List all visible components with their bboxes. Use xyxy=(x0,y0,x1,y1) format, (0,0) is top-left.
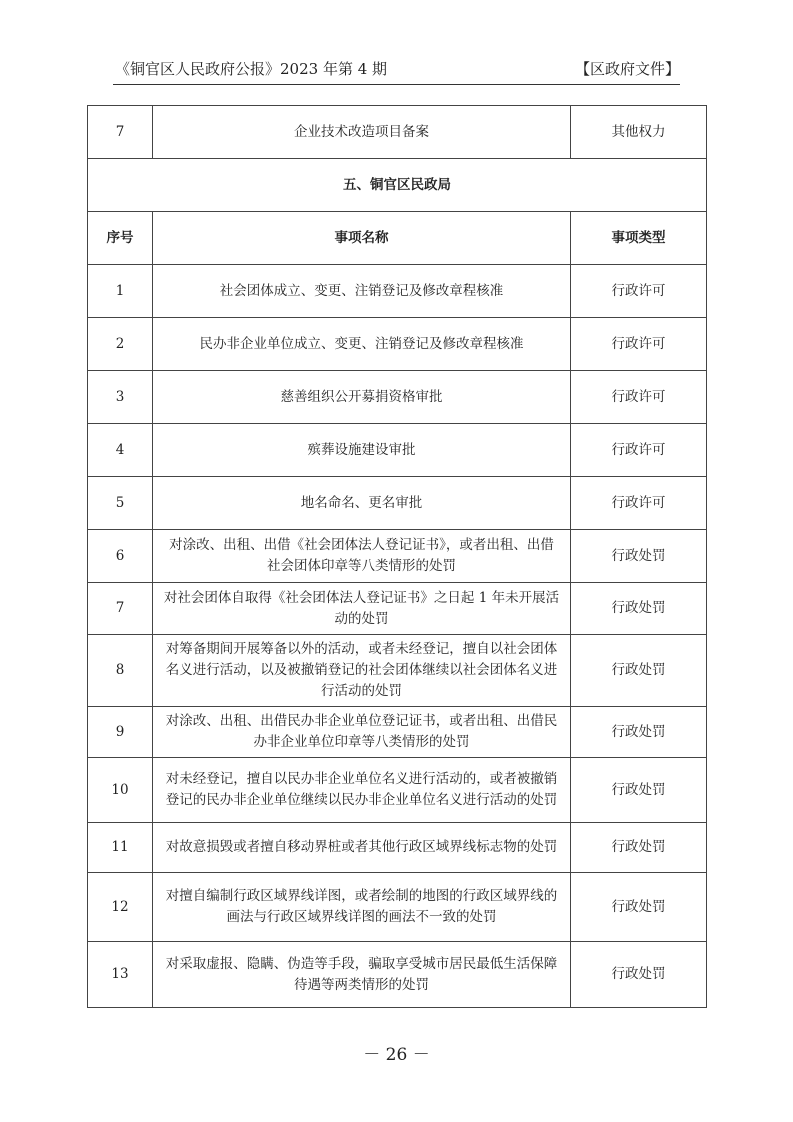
table-row xyxy=(88,823,707,873)
cell-no: 10 xyxy=(88,758,153,823)
section-row xyxy=(88,159,707,212)
table-row xyxy=(88,106,707,159)
cell-type: 行政处罚 xyxy=(571,758,707,823)
cell-no: 9 xyxy=(88,707,153,758)
header-section: 【区政府文件】 xyxy=(574,60,680,78)
cell-no: 13 xyxy=(88,942,153,1008)
cell-name: 对涂改、出租、出借《社会团体法人登记证书》，或者出租、出借社会团体印章等八类情形的处罚 xyxy=(153,530,571,583)
page-number: － 26 － xyxy=(363,1045,430,1065)
col-header-type: 事项类型 xyxy=(571,212,707,265)
cell-no: 1 xyxy=(88,265,153,318)
cell-name: 对未经登记，擅自以民办非企业单位名义进行活动的，或者被撤销登记的民办非企业单位继续以民办非企业单位名义进行活动的处罚 xyxy=(153,758,571,823)
header-rule xyxy=(113,84,680,85)
cell-type: 行政处罚 xyxy=(571,873,707,942)
table-row xyxy=(88,583,707,635)
cell-no: 11 xyxy=(88,823,153,873)
cell-no: 5 xyxy=(88,477,153,530)
cell-type: 行政许可 xyxy=(571,477,707,530)
section-title: 五、铜官区民政局 xyxy=(88,159,707,212)
cell-no: 7 xyxy=(88,583,153,635)
cell-type: 行政许可 xyxy=(571,371,707,424)
column-header-row xyxy=(88,212,707,265)
table-row xyxy=(88,530,707,583)
header-publication: 《铜官区人民政府公报》2023 年第 4 期 xyxy=(115,60,388,78)
cell-name: 对采取虚报、隐瞒、伪造等手段，骗取享受城市居民最低生活保障待遇等两类情形的处罚 xyxy=(153,942,571,1008)
table-row xyxy=(88,424,707,477)
cell-type: 行政许可 xyxy=(571,424,707,477)
cell-type: 行政处罚 xyxy=(571,635,707,707)
table-row xyxy=(88,371,707,424)
cell-name: 对筹备期间开展筹备以外的活动，或者未经登记，擅自以社会团体名义进行活动，以及被撤销登记的社会团体继续以社会团体名义进行活动的处罚 xyxy=(153,635,571,707)
cell-name: 社会团体成立、变更、注销登记及修改章程核准 xyxy=(153,265,571,318)
cell-name: 殡葬设施建设审批 xyxy=(153,424,571,477)
col-header-name: 事项名称 xyxy=(153,212,571,265)
cell-no: 12 xyxy=(88,873,153,942)
cell-name: 对故意损毁或者擅自移动界桩或者其他行政区域界线标志物的处罚 xyxy=(153,823,571,873)
cell-name: 对社会团体自取得《社会团体法人登记证书》之日起 1 年未开展活动的处罚 xyxy=(153,583,571,635)
cell-type: 行政许可 xyxy=(571,265,707,318)
cell-type: 行政处罚 xyxy=(571,707,707,758)
cell-name: 对涂改、出租、出借民办非企业单位登记证书，或者出租、出借民办非企业单位印章等八类情形的处罚 xyxy=(153,707,571,758)
cell-no: 2 xyxy=(88,318,153,371)
col-header-no: 序号 xyxy=(88,212,153,265)
cell-type: 行政处罚 xyxy=(571,942,707,1008)
table-row xyxy=(88,942,707,1008)
cell-no: 4 xyxy=(88,424,153,477)
cell-type: 行政处罚 xyxy=(571,583,707,635)
cell-no: 6 xyxy=(88,530,153,583)
cell-type: 行政处罚 xyxy=(571,530,707,583)
table-row xyxy=(88,758,707,823)
cell-no: 7 xyxy=(88,106,153,159)
cell-name: 地名命名、更名审批 xyxy=(153,477,571,530)
table-row xyxy=(88,265,707,318)
table-row xyxy=(88,318,707,371)
cell-no: 3 xyxy=(88,371,153,424)
table-row xyxy=(88,635,707,707)
cell-name: 企业技术改造项目备案 xyxy=(153,106,571,159)
cell-type: 其他权力 xyxy=(571,106,707,159)
cell-type: 行政许可 xyxy=(571,318,707,371)
table-row xyxy=(88,707,707,758)
cell-name: 民办非企业单位成立、变更、注销登记及修改章程核准 xyxy=(153,318,571,371)
cell-name: 对擅自编制行政区域界线详图，或者绘制的地图的行政区域界线的画法与行政区域界线详图的画法不一致的处罚 xyxy=(153,873,571,942)
cell-type: 行政处罚 xyxy=(571,823,707,873)
table-row xyxy=(88,873,707,942)
table-row xyxy=(88,477,707,530)
cell-no: 8 xyxy=(88,635,153,707)
items-table xyxy=(87,105,707,1008)
cell-name: 慈善组织公开募捐资格审批 xyxy=(153,371,571,424)
